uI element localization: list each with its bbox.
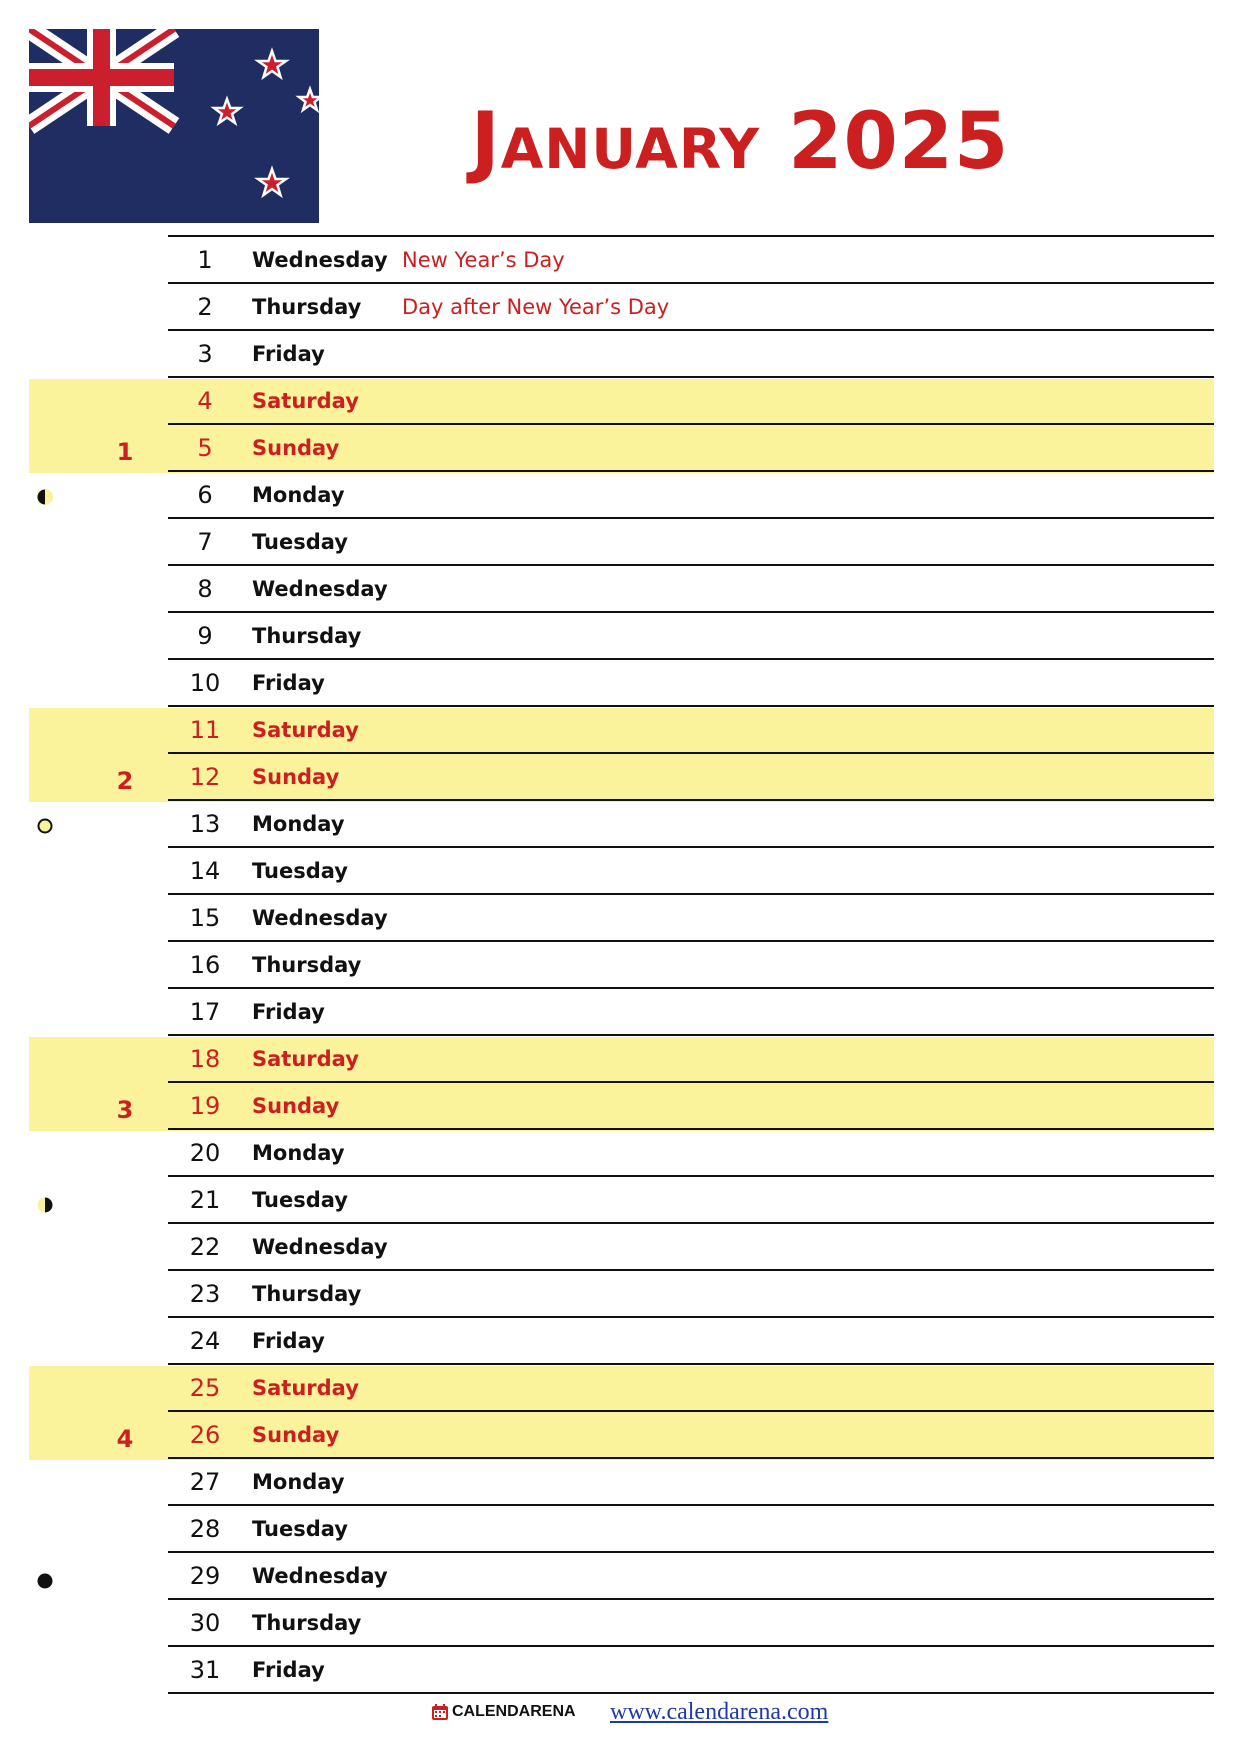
day-number: 13 [189,810,221,838]
day-name: Saturday [252,1376,359,1400]
day-number: 24 [189,1327,221,1355]
day-name: Wednesday [252,1564,388,1588]
day-row [168,1036,1214,1083]
day-number: 12 [189,763,221,791]
day-number: 6 [197,481,213,509]
day-name: Tuesday [252,1188,348,1212]
week-number: 2 [116,767,134,795]
day-name: Wednesday [252,1235,388,1259]
day-number: 17 [189,998,221,1026]
day-number: 5 [197,434,213,462]
day-row [168,1647,1214,1694]
day-number: 14 [189,857,221,885]
day-number: 30 [189,1609,221,1637]
day-row [168,1600,1214,1647]
day-row [168,1177,1214,1224]
day-row [168,1271,1214,1318]
calendar-icon [431,1703,449,1721]
day-row [168,472,1214,519]
day-name: Saturday [252,718,359,742]
day-name: Monday [252,812,345,836]
day-row [168,660,1214,707]
day-row [168,613,1214,660]
brand-name: CALENDARENA [452,1703,576,1720]
day-name: Monday [252,483,345,507]
holiday-label: New Year’s Day [402,248,565,272]
day-row [168,1130,1214,1177]
day-number: 9 [197,622,213,650]
day-name: Sunday [252,1094,340,1118]
day-row [168,1083,1214,1130]
day-number: 29 [189,1562,221,1590]
full-moon-icon [36,817,54,835]
day-number: 4 [197,387,213,415]
day-number: 2 [197,293,213,321]
day-number: 1 [197,246,213,274]
day-row [168,519,1214,566]
day-name: Saturday [252,1047,359,1071]
day-row [168,331,1214,378]
day-row [168,895,1214,942]
day-name: Thursday [252,1611,362,1635]
day-number: 22 [189,1233,221,1261]
day-name: Friday [252,342,325,366]
day-number: 10 [189,669,221,697]
day-row [168,989,1214,1036]
day-row [168,942,1214,989]
day-name: Saturday [252,389,359,413]
day-number: 20 [189,1139,221,1167]
page-title: January 2025 [470,97,1010,187]
day-row [168,1506,1214,1553]
day-name: Friday [252,671,325,695]
day-row [168,801,1214,848]
day-name: Tuesday [252,1517,348,1541]
day-row [168,707,1214,754]
day-name: Sunday [252,1423,340,1447]
last-quarter-moon-icon [36,1196,54,1214]
day-row [168,378,1214,425]
day-name: Thursday [252,624,362,648]
day-row [168,1365,1214,1412]
day-row [168,566,1214,613]
new-zealand-flag-icon [29,29,319,223]
day-number: 23 [189,1280,221,1308]
week-number: 1 [116,438,134,466]
day-number: 11 [189,716,221,744]
day-row [168,1318,1214,1365]
day-name: Friday [252,1658,325,1682]
day-name: Friday [252,1000,325,1024]
row-divider [168,1692,1214,1694]
day-number: 25 [189,1374,221,1402]
day-number: 16 [189,951,221,979]
day-name: Sunday [252,765,340,789]
day-name: Wednesday [252,577,388,601]
day-name: Thursday [252,295,362,319]
website-link[interactable]: www.calendarena.com [610,1699,829,1725]
day-row [168,284,1214,331]
day-row [168,1412,1214,1459]
day-number: 21 [189,1186,221,1214]
day-number: 28 [189,1515,221,1543]
footer [0,1697,1240,1731]
day-name: Monday [252,1470,345,1494]
day-number: 15 [189,904,221,932]
day-name: Tuesday [252,530,348,554]
week-number: 4 [116,1425,134,1453]
holiday-label: Day after New Year’s Day [402,295,670,319]
day-name: Wednesday [252,248,388,272]
day-name: Tuesday [252,859,348,883]
day-row [168,237,1214,284]
new-moon-icon [36,1572,54,1590]
day-row [168,754,1214,801]
day-name: Monday [252,1141,345,1165]
day-number: 19 [189,1092,221,1120]
first-quarter-moon-icon [36,488,54,506]
day-number: 31 [189,1656,221,1684]
day-number: 8 [197,575,213,603]
day-name: Friday [252,1329,325,1353]
day-number: 3 [197,340,213,368]
day-number: 26 [189,1421,221,1449]
day-row [168,1553,1214,1600]
day-row [168,848,1214,895]
week-number: 3 [116,1096,134,1124]
day-number: 7 [197,528,213,556]
day-row [168,1459,1214,1506]
day-name: Sunday [252,436,340,460]
day-name: Wednesday [252,906,388,930]
day-name: Thursday [252,1282,362,1306]
day-number: 18 [189,1045,221,1073]
day-name: Thursday [252,953,362,977]
day-number: 27 [189,1468,221,1496]
day-row [168,425,1214,472]
day-row [168,1224,1214,1271]
